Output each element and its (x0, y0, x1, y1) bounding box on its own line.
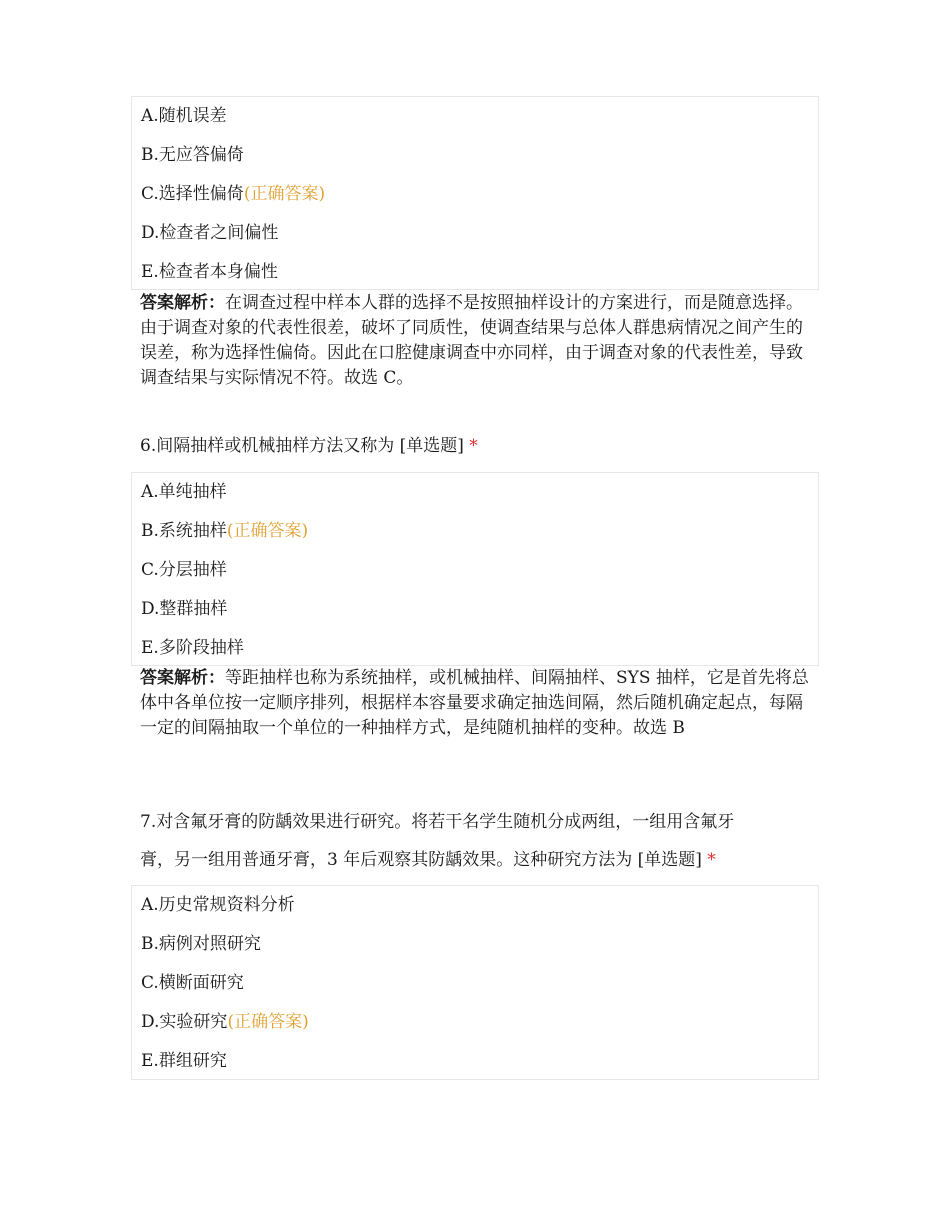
correct-answer-mark: (正确答案) (227, 1012, 309, 1032)
q6-option-e[interactable]: E.多阶段抽样 (141, 638, 244, 658)
q5-option-c[interactable]: C.选择性偏倚(正确答案) (141, 184, 326, 204)
q7-question: 7.对含氟牙膏的防龋效果进行研究。将若干名学生随机分成两组，一组用含氟牙 膏，另一组用普通牙膏，3 年后观察其防龋效果。这种研究方法为 [单选题] * (140, 812, 735, 870)
q6-question: 6.间隔抽样或机械抽样方法又称为 [单选题] * (140, 436, 478, 456)
correct-answer-mark: (正确答案) (243, 184, 326, 204)
q5-option-e[interactable]: E.检查者本身偏性 (141, 262, 278, 282)
required-mark: * (469, 436, 478, 456)
q5-option-d[interactable]: D.检查者之间偏性 (141, 223, 279, 243)
correct-answer-mark: (正确答案) (226, 521, 309, 541)
q6-option-c[interactable]: C.分层抽样 (141, 560, 227, 580)
q6-analysis (131, 666, 819, 741)
q7-option-b[interactable]: B.病例对照研究 (141, 934, 261, 954)
required-mark: * (707, 850, 716, 870)
analysis-label: 答案解析： (140, 668, 225, 688)
analysis-text: 在调查过程中样本人群的选择不是按照抽样设计的方案进行，而是随意选择。由于调查对象的代表性很差，破坏了同质性，使调查结果与总体人群患病情况之间产生的误差，称为选择性偏倚。因此在口腔健康调查中亦同样，由于调查对象的代表性差，导致调查结果与实际情况不符。故选 C。 (140, 293, 803, 388)
q7-option-d[interactable]: D.实验研究(正确答案) (141, 1012, 309, 1032)
q5-options (131, 96, 819, 290)
q7-option-a[interactable]: A.历史常规资料分析 (141, 895, 295, 915)
q5-option-b[interactable]: B.无应答偏倚 (141, 145, 244, 165)
q5-option-a[interactable]: A.随机误差 (141, 106, 227, 126)
q5-analysis (131, 291, 819, 391)
q6-option-d[interactable]: D.整群抽样 (141, 599, 228, 619)
q6-options (131, 472, 819, 666)
q7-options (131, 885, 819, 1080)
analysis-text: 等距抽样也称为系统抽样，或机械抽样、间隔抽样、SYS 抽样，它是首先将总体中各单位按一定顺序排列，根据样本容量要求确定抽选间隔，然后随机确定起点，每隔一定的间隔抽取一个单位的一种抽样方式，是纯随机抽样的变种。故选 B (140, 668, 809, 738)
q7-option-c[interactable]: C.横断面研究 (141, 973, 244, 993)
q6-option-a[interactable]: A.单纯抽样 (141, 482, 227, 502)
q7-option-e[interactable]: E.群组研究 (141, 1051, 227, 1071)
q6-option-b[interactable]: B.系统抽样(正确答案) (141, 521, 309, 541)
analysis-label: 答案解析： (140, 293, 225, 313)
